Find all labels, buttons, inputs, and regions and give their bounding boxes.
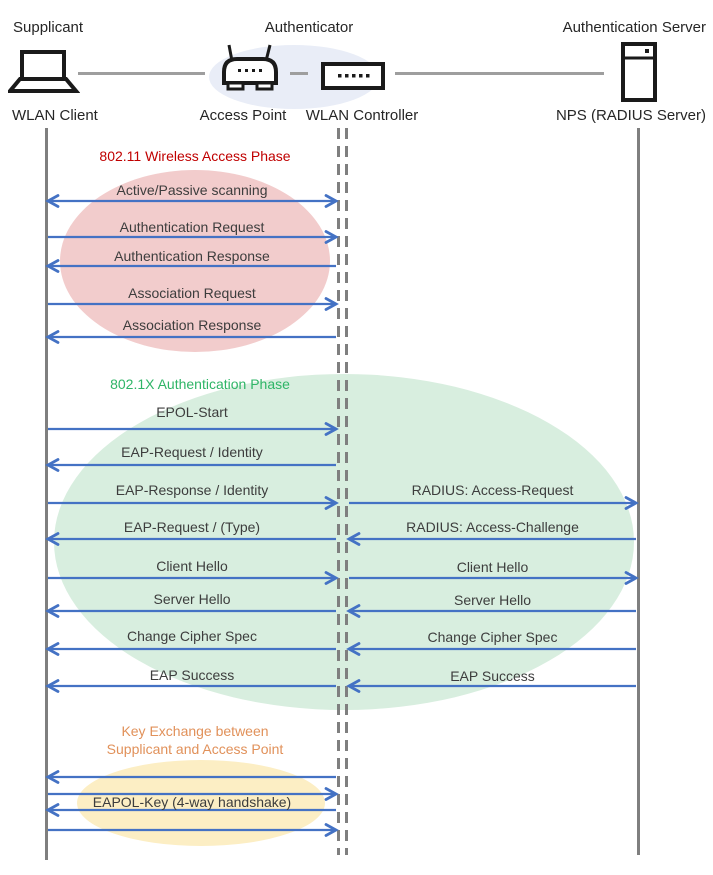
wlan-controller-icon <box>321 62 385 90</box>
key-exchange-phase-title <box>70 722 320 758</box>
dot1x-phase-title: 802.1X Authentication Phase <box>110 376 290 392</box>
access-point-label: Access Point <box>199 107 287 124</box>
message-label: Change Cipher Spec <box>127 628 257 644</box>
wlan-controller-label: WLAN Controller <box>305 107 419 124</box>
server-icon <box>621 42 657 102</box>
message-label: EAP-Request / Identity <box>121 444 263 460</box>
key-exchange-title-line1: Key Exchange between <box>121 723 269 739</box>
nps-radius-server-label: NPS (RADIUS Server) <box>555 107 706 124</box>
message-label: Authentication Response <box>114 248 270 264</box>
lifeline-wlan-client <box>45 128 48 860</box>
wlan-client-label: WLAN Client <box>12 107 98 124</box>
message-label: EAPOL-Key (4-way handshake) <box>92 794 292 810</box>
message-label: Change Cipher Spec <box>427 629 558 645</box>
connector-client-to-ap <box>78 72 205 75</box>
message-label: Active/Passive scanning <box>116 182 268 198</box>
message-label: EAP Success <box>450 668 535 684</box>
access-point-icon <box>219 42 281 92</box>
key-exchange-title-line2: Supplicant and Access Point <box>106 741 284 757</box>
message-label: Server Hello <box>153 591 231 607</box>
message-label: EPOL-Start <box>156 404 228 420</box>
message-label: RADIUS: Access-Challenge <box>406 519 579 535</box>
connector-ap-to-controller <box>290 72 308 75</box>
message-label: Association Response <box>122 317 262 333</box>
lifeline-auth-server <box>637 128 640 855</box>
auth-server-role-label: Authentication Server <box>562 19 706 36</box>
message-label: EAP Success <box>149 667 235 683</box>
laptop-icon <box>8 50 80 96</box>
message-label: EAP-Request / (Type) <box>123 519 261 535</box>
message-label: Client Hello <box>156 558 228 574</box>
wireless-phase-title: 802.11 Wireless Access Phase <box>99 148 291 164</box>
message-label: Association Request <box>128 285 256 301</box>
supplicant-role-label: Supplicant <box>13 19 84 36</box>
message-label: Server Hello <box>453 592 532 608</box>
dot1x-phase-ellipse <box>54 374 634 710</box>
authenticator-role-label: Authenticator <box>264 19 354 36</box>
message-label: Authentication Request <box>119 219 265 235</box>
message-label: RADIUS: Access-Request <box>411 482 574 498</box>
lifeline-wlan-controller-right <box>345 128 348 855</box>
lifeline-wlan-controller-left <box>337 128 340 855</box>
message-label: Client Hello <box>456 559 529 575</box>
message-label: EAP-Response / Identity <box>115 482 269 498</box>
connector-controller-to-server <box>395 72 604 75</box>
